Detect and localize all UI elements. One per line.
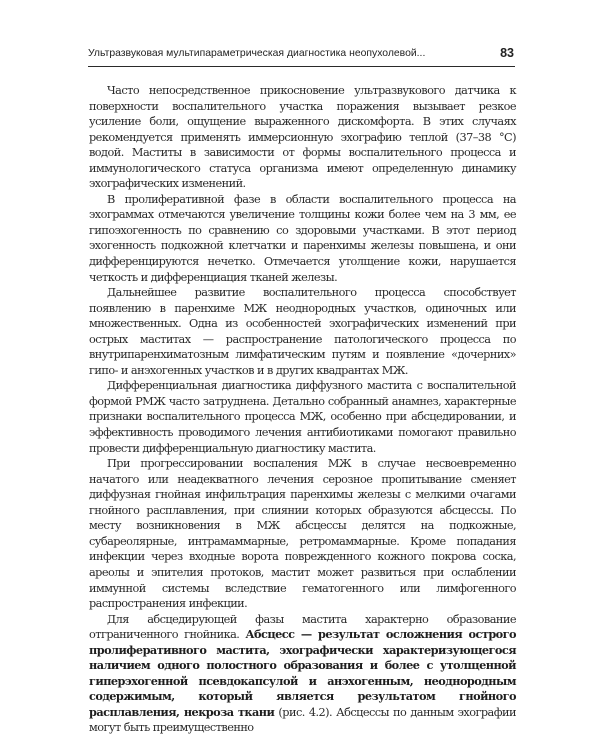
paragraph-6 bbox=[89, 612, 516, 736]
running-header bbox=[88, 46, 515, 67]
paragraph-5: При прогрессировании воспаления МЖ в случае несвоевременно начатого или неадекватного лечения серозное пропитывание сменяет диффузная гнойная инфильтрация паренхимы железы с мелкими очагами гнойного расплавления, при слиянии которых образуются абсцессы. По месту возникновения в МЖ абсцессы делятся на подкожные, субареолярные, интрамаммарные, ретромаммарные. Кроме попадания инфекции через входные ворота поврежденного кожного покрова соска, ареолы и эпителия протоков, мастит может развиться при ослаблении иммунной системы вследствие гематогенного или лимфогенного распространения инфекции. bbox=[89, 457, 516, 611]
paragraph-3: Дальнейшее развитие воспалительного процесса способствует появлению в паренхиме МЖ неоднородных участков, одиночных или множественных. Одна из особенностей эхографических изменений при острых маститах — распространение патологического процесса по внутрипаренхиматозным лимфатическим путям и появление «дочерних» гипо- и анэхогенных участков и в других квадрантах МЖ. bbox=[89, 286, 516, 377]
paragraph-6-intro: Для абсцедирующей фазы мастита характерно образование отграниченного гнойника. bbox=[89, 612, 516, 642]
paragraph-2: В пролиферативной фазе в области воспалительного процесса на эхограммах отмечаются увеличение толщины кожи более чем на 3 мм, ее гипоэхогенность по сравнению со здоровыми участками. В этот период эхогенность подкожной клетчатки и паренхимы железы повышена, и они дифференцируются нечетко. Отмечается утолщение кожи, нарушается четкость и дифференциация тканей железы. bbox=[89, 192, 516, 284]
abscess-definition: Абсцесс — результат осложнения острого пролиферативного мастита, эхографически характеризующегося наличием одного полостного образования и более с утолщенной гиперэхогенной псевдокапсулой и анэхогенным, неоднородным содержимым, который является результатом гнойного расплавления, некроза ткани bbox=[89, 627, 517, 719]
paragraph-4: Дифференциальная диагностика диффузного мастита с воспалительной формой РМЖ часто затруднена. Детально собранный анамнез, характерные признаки воспалительного процесса МЖ, особенно при абсцедировании, и эффективность проводимого лечения антибиотиками помогают правильно провести дифференциальную диагностику мастита. bbox=[89, 379, 516, 455]
paragraph-6-tail: (рис. 4.2). Абсцессы по данным эхографии могут быть преимущественно bbox=[89, 705, 516, 735]
paragraph-1: Часто непосредственное прикосновение ультразвукового датчика к поверхности воспалительного участка поражения вызывает резкое усиление боли, ощущение выраженного дискомфорта. В этих случаях рекомендуется применять иммерсионную эхографию теплой (37–38 °С) водой. Маститы в зависимости от формы воспалительного процесса и иммунологического статуса организма имеют определенную динамику эхографических изменений. bbox=[89, 84, 516, 191]
running-header-title: Ультразвуковая мультипараметрическая диагностика неопухолевой... bbox=[88, 48, 426, 59]
page-number: 83 bbox=[500, 46, 514, 60]
body-text bbox=[89, 83, 516, 736]
